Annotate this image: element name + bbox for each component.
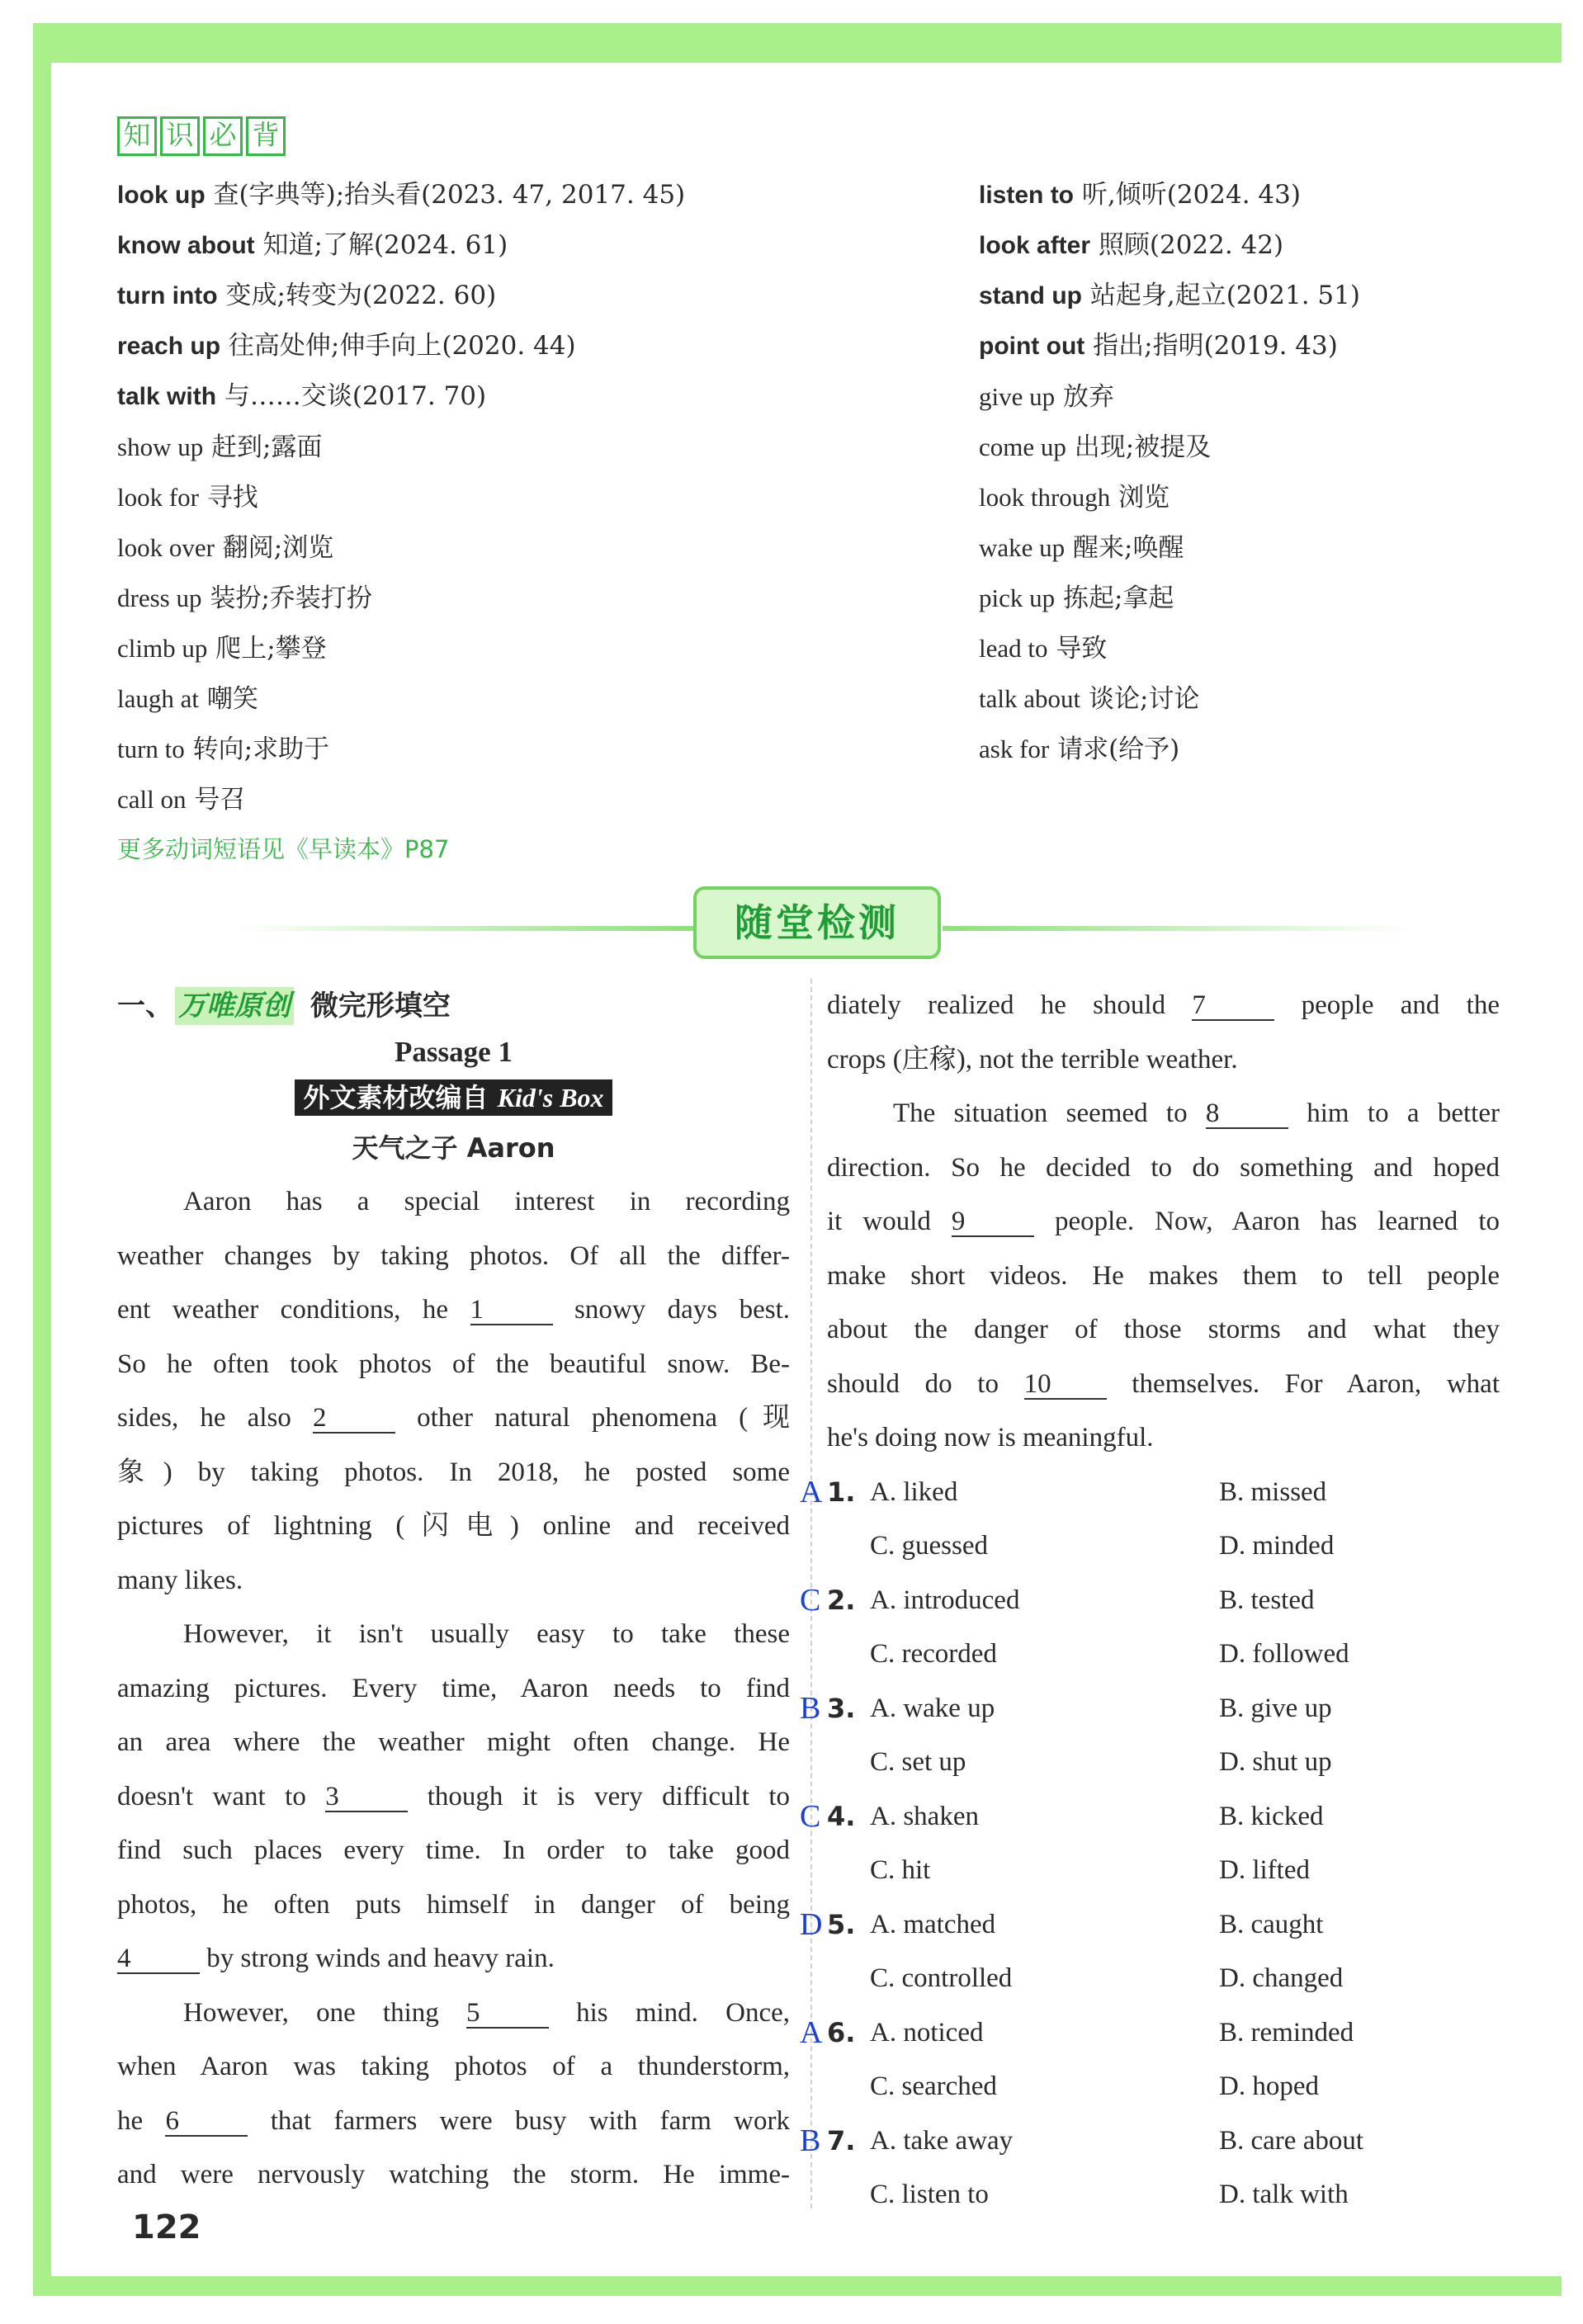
- option-row: [827, 1952, 1553, 2005]
- passage-text: an area where the weather might often change. He: [117, 1727, 790, 1757]
- question-list: [800, 1466, 1500, 2222]
- part-heading: [117, 987, 790, 1025]
- answer-option: C. listen to: [870, 2180, 989, 2209]
- phrase-meaning: 赶到;露面: [203, 432, 323, 462]
- passage-line: [827, 979, 1500, 1033]
- phrase-english: give up: [979, 382, 1056, 411]
- blank-number: 3: [325, 1783, 408, 1812]
- page-frame-top: [33, 23, 1562, 63]
- handwritten-answer: B: [800, 1690, 821, 1726]
- passage-line: [117, 2040, 790, 2095]
- answer-option: C. hit: [870, 1855, 931, 1885]
- blank-number: 8: [1206, 1099, 1288, 1129]
- question-number: 7.: [827, 2124, 856, 2156]
- question-number: 6.: [827, 2016, 856, 2048]
- phrase-meaning: 查(字典等);抬头看(2023. 47, 2017. 45): [205, 180, 686, 210]
- heading-char: 知: [117, 116, 157, 156]
- phrase-meaning: 拣起;拿起: [1055, 583, 1174, 613]
- passage-text: he's doing now is meaningful.: [827, 1423, 1154, 1452]
- option-row: [827, 1844, 1553, 1897]
- option-row: [827, 1519, 1553, 1573]
- phrase-meaning: 转向;求助于: [184, 735, 330, 764]
- answer-option: B. tested: [1219, 1585, 1315, 1615]
- blank-number: 10: [1024, 1370, 1107, 1400]
- phrase-english: turn to: [117, 735, 185, 763]
- answer-option: A. introduced: [870, 1585, 1020, 1615]
- passage-line: [117, 1283, 790, 1338]
- phrase-english: look through: [979, 483, 1111, 512]
- option-row: [827, 1736, 1553, 1789]
- phrase-item: [979, 271, 1557, 321]
- phrase-item: [979, 220, 1557, 271]
- passage-text: weather changes by taking photos. Of all the differ-: [117, 1240, 790, 1271]
- passage-text: and were nervously watching the storm. He imme-: [117, 2160, 790, 2189]
- phrase-item: [117, 673, 943, 724]
- phrase-item: [979, 522, 1557, 573]
- answer-option: A. liked: [870, 1476, 958, 1507]
- phrase-item: [117, 170, 943, 220]
- passage-text: about the danger of those storms and what they: [827, 1315, 1500, 1344]
- passage-subtitle: 天气之子 Aaron: [352, 1132, 555, 1164]
- passage-line: [117, 2095, 790, 2149]
- phrase-english: talk about: [979, 684, 1081, 713]
- phrase-item: [117, 522, 943, 573]
- passage-text-right: [827, 979, 1500, 1466]
- phrase-english: wake up: [979, 533, 1066, 562]
- option-row: [827, 1627, 1553, 1681]
- phrase-meaning: 指出;指明(2019. 43): [1084, 331, 1338, 361]
- phrase-meaning: 知道;了解(2024. 61): [254, 230, 508, 260]
- phrase-item: [117, 220, 943, 271]
- passage-text: his mind. Once,: [548, 1997, 790, 2028]
- phrase-item: [117, 271, 943, 321]
- passage-line: [117, 1554, 790, 1608]
- phrase-meaning: 翻阅;浏览: [214, 533, 334, 563]
- phrase-item: [979, 573, 1557, 623]
- passage-line: [827, 1141, 1500, 1196]
- blank-number: 4: [117, 1944, 200, 1974]
- passage-line: [827, 1033, 1500, 1088]
- blank-number: 9: [952, 1207, 1034, 1237]
- answer-option: B. give up: [1219, 1693, 1332, 1723]
- passage-column-left: [117, 987, 790, 2203]
- phrase-item: [117, 321, 943, 371]
- phrase-meaning: 站起身,起立(2021. 51): [1082, 281, 1360, 310]
- phrase-meaning: 出现;被提及: [1066, 432, 1212, 462]
- phrase-english: climb up: [117, 634, 208, 663]
- passage-text: other natural phenomena (现: [395, 1403, 790, 1433]
- phrase-meaning: 醒来;唤醒: [1065, 533, 1184, 563]
- question-number: 3.: [827, 1692, 856, 1724]
- passage-text: Aaron has a special interest in recording: [183, 1187, 790, 1216]
- passage-text: should do to: [827, 1368, 1024, 1399]
- answer-option: D. hoped: [1219, 2071, 1319, 2101]
- phrase-meaning: 照顾(2022. 42): [1090, 230, 1284, 260]
- phrase-item: [979, 623, 1557, 673]
- answer-option: B. caught: [1219, 1909, 1324, 1939]
- phrase-english: look over: [117, 533, 215, 562]
- answer-option: D. talk with: [1219, 2180, 1349, 2209]
- answer-option: D. shut up: [1219, 1747, 1332, 1777]
- passage-line: [117, 1878, 790, 1933]
- phrase-item: [117, 774, 943, 824]
- handwritten-answer: C: [800, 1582, 821, 1618]
- phrase-english: listen to: [979, 182, 1075, 209]
- source-book: Kid's Box: [497, 1083, 604, 1112]
- passage-line: [827, 1249, 1500, 1304]
- source-prefix: 外文素材改编自: [303, 1082, 498, 1113]
- option-row: [800, 1682, 1553, 1736]
- passage-text: 象) by taking photos. In 2018, he posted some: [117, 1457, 790, 1487]
- passage-text: direction. So he decided to do something and hoped: [827, 1152, 1500, 1183]
- passage-text: pictures of lightning (闪电) online and received: [117, 1511, 790, 1541]
- answer-option: A. shaken: [870, 1801, 979, 1831]
- option-row: [800, 2006, 1553, 2060]
- phrase-item: [979, 472, 1557, 522]
- option-row: [827, 2168, 1553, 2222]
- page-frame-bottom: [33, 2276, 1562, 2296]
- passage-text: ent weather conditions, he: [117, 1295, 470, 1325]
- phrase-english: ask for: [979, 735, 1050, 763]
- phrase-meaning: 爬上;攀登: [207, 634, 327, 664]
- phrase-item: [117, 573, 943, 623]
- passage-text: when Aaron was taking photos of a thunderstorm,: [117, 2052, 790, 2081]
- passage-text: doesn't want to: [117, 1781, 326, 1811]
- passage-text: it would: [827, 1207, 952, 1236]
- phrase-meaning: 导致: [1047, 634, 1108, 664]
- option-row: [827, 2060, 1553, 2114]
- phrase-meaning: 嘲笑: [199, 684, 258, 714]
- phrase-english: come up: [979, 432, 1066, 461]
- phrase-item: [979, 673, 1557, 724]
- phrase-item: [979, 422, 1557, 472]
- passage-line: [117, 1230, 790, 1284]
- question-number: 2.: [827, 1584, 856, 1616]
- passage-line: [117, 1175, 790, 1230]
- answer-option: C. searched: [870, 2071, 997, 2101]
- phrase-english: look up: [117, 182, 206, 209]
- passage-line: [117, 1932, 790, 1986]
- phrase-meaning: 请求(给予): [1049, 735, 1180, 764]
- part-title: 微完形填空: [300, 990, 451, 1023]
- phrase-meaning: 浏览: [1110, 483, 1170, 513]
- answer-option: B. missed: [1219, 1476, 1327, 1507]
- passage-text: that farmers were busy with farm work: [248, 2105, 791, 2136]
- passage-text: So he often took photos of the beautiful snow. Be-: [117, 1349, 790, 1379]
- passage-text: sides, he also: [117, 1403, 313, 1433]
- passage-line: [117, 1338, 790, 1392]
- phrase-english: talk with: [117, 383, 217, 410]
- passage-line: [117, 1824, 790, 1878]
- answer-option: D. followed: [1219, 1639, 1349, 1669]
- phrase-meaning: 谈论;讨论: [1080, 684, 1200, 714]
- blank-number: 6: [165, 2107, 248, 2137]
- option-row: [800, 1466, 1553, 1519]
- question-number: 1.: [827, 1476, 856, 1508]
- passage-line: [117, 1986, 790, 2041]
- passage-text: diately realized he should: [827, 990, 1193, 1020]
- section-divider-left: [231, 926, 693, 931]
- blank-number: 2: [313, 1404, 395, 1434]
- passage-text: However, it isn't usually easy to take these: [183, 1619, 790, 1649]
- phrase-meaning: 装扮;乔装打扮: [201, 583, 372, 613]
- answer-option: A. take away: [870, 2125, 1014, 2156]
- phrase-list-left: [117, 170, 943, 824]
- phrase-english: laugh at: [117, 684, 199, 713]
- passage-text: find such places every time. In order to take good: [117, 1835, 790, 1865]
- passage-line: [827, 1358, 1500, 1412]
- phrase-english: look after: [979, 232, 1091, 259]
- phrase-english: reach up: [117, 333, 221, 360]
- phrase-item: [979, 371, 1557, 422]
- passage-text: However, one thing: [183, 1997, 466, 2028]
- question-number: 4.: [827, 1800, 856, 1832]
- page-frame-left: [33, 23, 51, 2276]
- phrase-english: know about: [117, 232, 255, 259]
- passage-text: The situation seemed to: [893, 1098, 1206, 1128]
- phrase-english: stand up: [979, 282, 1082, 309]
- phrase-list-right: [979, 170, 1557, 774]
- passage-line: [827, 1087, 1500, 1141]
- answer-option: C. guessed: [870, 1531, 988, 1561]
- phrase-meaning: 听,倾听(2024. 43): [1074, 180, 1301, 210]
- answer-option: C. controlled: [870, 1963, 1013, 1993]
- heading-char: 背: [246, 116, 286, 156]
- blank-number: 5: [466, 1999, 549, 2029]
- answer-option: A. matched: [870, 1909, 996, 1939]
- source-note: [117, 1079, 790, 1121]
- answer-option: B. care about: [1219, 2125, 1364, 2156]
- passage-text: many likes.: [117, 1565, 243, 1595]
- option-row: [800, 2114, 1553, 2168]
- answer-option: C. recorded: [870, 1639, 997, 1669]
- phrase-english: call on: [117, 785, 187, 814]
- heading-char: 必: [203, 116, 243, 156]
- phrase-english: look for: [117, 483, 200, 512]
- phrase-english: pick up: [979, 583, 1056, 612]
- passage-title: Passage 1: [395, 1036, 513, 1068]
- brand-badge: 万唯原创: [175, 987, 294, 1025]
- passage-line: [117, 1608, 790, 1662]
- passage-line: [827, 1303, 1500, 1358]
- answer-option: D. lifted: [1219, 1855, 1310, 1885]
- handwritten-answer: A: [800, 2015, 823, 2050]
- passage-line: [827, 1411, 1500, 1466]
- phrase-english: point out: [979, 333, 1085, 360]
- passage-text: people and the: [1274, 990, 1500, 1020]
- passage-line: [117, 1662, 790, 1717]
- phrase-item: [117, 422, 943, 472]
- answer-option: B. reminded: [1219, 2017, 1354, 2048]
- answer-option: D. changed: [1219, 1963, 1344, 1993]
- knowledge-heading: [117, 116, 286, 156]
- option-row: [800, 1790, 1553, 1844]
- handwritten-answer: B: [800, 2123, 821, 2158]
- answer-option: A. noticed: [870, 2017, 984, 2048]
- handwritten-answer: C: [800, 1798, 821, 1834]
- passage-line: [117, 1500, 790, 1554]
- phrase-english: turn into: [117, 282, 218, 309]
- passage-text: themselves. For Aaron, what: [1106, 1368, 1500, 1399]
- phrase-meaning: 号召: [186, 785, 246, 815]
- option-row: [800, 1898, 1553, 1952]
- phrase-meaning: 与……交谈(2017. 70): [216, 381, 487, 411]
- phrase-meaning: 放弃: [1055, 382, 1114, 412]
- passage-text: he: [117, 2105, 166, 2136]
- phrase-meaning: 变成;转变为(2022. 60): [217, 281, 497, 310]
- blank-number: 7: [1192, 991, 1274, 1021]
- passage-column-right: [800, 979, 1500, 2222]
- passage-text-left: [117, 1175, 790, 2203]
- phrase-english: show up: [117, 432, 204, 461]
- section-divider-right: [943, 926, 1413, 931]
- passage-line: [117, 1446, 790, 1500]
- answer-option: C. set up: [870, 1747, 966, 1777]
- passage-text: amazing pictures. Every time, Aaron needs to find: [117, 1673, 790, 1703]
- phrase-english: dress up: [117, 583, 202, 612]
- handwritten-answer: A: [800, 1474, 823, 1509]
- handwritten-answer: D: [800, 1906, 823, 1942]
- passage-text: snowy days best.: [552, 1295, 790, 1325]
- answer-option: A. wake up: [870, 1693, 995, 1723]
- section-title: 随堂检测: [693, 886, 941, 959]
- answer-option: B. kicked: [1219, 1801, 1324, 1831]
- passage-line: [827, 1195, 1500, 1249]
- question-number: 5.: [827, 1908, 856, 1940]
- phrase-english: lead to: [979, 634, 1048, 663]
- phrase-item: [117, 472, 943, 522]
- more-phrases-note: 更多动词短语见《早读本》P87: [117, 835, 450, 863]
- passage-text: photos, he often puts himself in danger of being: [117, 1889, 790, 1920]
- passage-line: [117, 1770, 790, 1825]
- passage-line: [117, 2148, 790, 2203]
- page-number: 122: [132, 2208, 201, 2246]
- option-row: [800, 1574, 1553, 1627]
- passage-line: [117, 1391, 790, 1446]
- passage-text: crops (庄稼), not the terrible weather.: [827, 1044, 1238, 1075]
- passage-text: people. Now, Aaron has learned to: [1033, 1207, 1500, 1236]
- passage-line: [117, 1716, 790, 1770]
- part-prefix: 一、: [117, 990, 173, 1023]
- phrase-meaning: 往高处伸;伸手向上(2020. 44): [220, 331, 576, 361]
- phrase-item: [979, 321, 1557, 371]
- passage-text: though it is very difficult to: [408, 1781, 791, 1811]
- passage-text: make short videos. He makes them to tell people: [827, 1260, 1500, 1291]
- heading-char: 识: [160, 116, 200, 156]
- phrase-item: [117, 623, 943, 673]
- phrase-item: [979, 170, 1557, 220]
- phrase-item: [117, 724, 943, 774]
- phrase-item: [117, 371, 943, 422]
- answer-option: D. minded: [1219, 1531, 1335, 1561]
- phrase-item: [979, 724, 1557, 774]
- passage-text: by strong winds and heavy rain.: [200, 1944, 555, 1973]
- passage-text: him to a better: [1288, 1098, 1500, 1128]
- blank-number: 1: [470, 1296, 553, 1325]
- phrase-meaning: 寻找: [199, 483, 258, 513]
